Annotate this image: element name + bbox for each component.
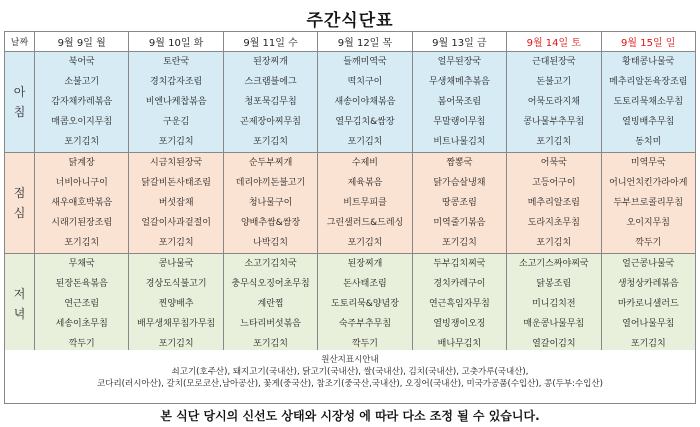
menu-cell xyxy=(35,254,129,355)
menu-item: 오이지무침 xyxy=(626,218,670,228)
menu-item: 두부김치찌국 xyxy=(433,259,486,269)
menu-item: 포기김치 xyxy=(64,238,100,248)
menu-cell xyxy=(507,254,601,355)
page-title: 주간식단표 xyxy=(306,11,394,31)
menu-item: 고등어구이 xyxy=(532,178,576,188)
menu-item: 매운콩나물무침 xyxy=(523,319,585,329)
menu-cell xyxy=(318,254,412,355)
meal-label xyxy=(5,153,35,254)
menu-item: 돈불고기 xyxy=(536,77,572,87)
menu-item: 시금치된장국 xyxy=(150,158,203,168)
menu-item: 포기김치 xyxy=(253,137,288,147)
notice-text: 본 식단 당시의 신선도 상태와 시장성 에 따라 다소 조정 될 수 있습니다. xyxy=(160,409,540,423)
menu-item: 된장찌개 xyxy=(253,57,288,67)
day-header: 9월 10일 화 xyxy=(129,32,223,52)
menu-item: 무생채메추볶음 xyxy=(428,77,490,87)
menu-cell xyxy=(318,52,412,153)
menu-item: 마카로니샐러드 xyxy=(617,299,679,309)
menu-item: 두부브로콜리무침 xyxy=(613,198,684,208)
meal-label xyxy=(5,52,35,153)
menu-item: 순두부찌개 xyxy=(248,158,293,168)
menu-item: 연근흑임자무침 xyxy=(428,299,490,309)
menu-item: 도라지초무침 xyxy=(527,218,580,228)
meal-label xyxy=(5,254,35,355)
menu-item: 어묵국 xyxy=(540,158,567,168)
menu-item: 수제비 xyxy=(351,158,379,168)
menu-item: 포기김치 xyxy=(347,137,383,147)
menu-item: 짬뽕국 xyxy=(446,158,473,168)
menu-item: 얼갈이사과겉절이 xyxy=(141,218,211,228)
menu-item: 곤제장아찌무침 xyxy=(240,117,301,127)
menu-item: 너비아니구이 xyxy=(55,178,108,188)
meal-label-char: 심 xyxy=(13,206,26,220)
menu-item: 미역줄기볶음 xyxy=(433,218,486,228)
menu-cell xyxy=(318,153,412,254)
menu-item: 봄어묵조림 xyxy=(437,97,482,107)
menu-item: 닭계장 xyxy=(68,158,95,168)
menu-item: 깍두기 xyxy=(635,238,662,248)
menu-item: 양배추쌈&쌈장 xyxy=(240,218,301,228)
corner-cell: 날짜 xyxy=(5,32,35,52)
meal-row-dinner xyxy=(5,254,696,355)
menu-item: 포기김치 xyxy=(442,238,477,248)
origin-heading: 원산지표시안내 xyxy=(321,355,379,365)
menu-item: 생청상카레볶음 xyxy=(617,279,679,289)
menu-item: 닭갈비돈사태조림 xyxy=(141,178,211,188)
menu-item: 소고기스짜야찌국 xyxy=(519,259,589,269)
meal-label-char: 점 xyxy=(13,185,26,200)
menu-item: 경치감자조림 xyxy=(150,77,203,87)
menu-item: 포기김치 xyxy=(347,238,383,248)
menu-cell xyxy=(129,153,223,254)
menu-cell xyxy=(601,153,695,254)
menu-item: 포기김치 xyxy=(158,339,194,349)
menu-item: 열빙쟁이오징 xyxy=(433,319,486,329)
menu-item: 구운김 xyxy=(163,117,190,127)
menu-cell xyxy=(223,254,317,355)
menu-item: 새송이야채볶음 xyxy=(334,97,396,107)
meal-label-char: 저 xyxy=(13,286,26,301)
menu-item: 계란찜 xyxy=(257,299,284,309)
menu-item: 콩나물국 xyxy=(158,259,194,269)
day-header: 9월 9일 월 xyxy=(35,32,129,52)
menu-item: 데리야끼돈불고기 xyxy=(235,178,306,188)
menu-item: 감자채카레볶음 xyxy=(51,97,113,107)
menu-item: 숙주부추무침 xyxy=(338,319,392,329)
meal-label-char: 침 xyxy=(13,105,26,119)
menu-item: 얼근콩나물국 xyxy=(622,259,675,269)
menu-item: 땅콩조림 xyxy=(442,198,477,208)
menu-item: 버섯잡채 xyxy=(158,198,194,208)
menu-item: 청포묵김무침 xyxy=(244,97,297,107)
menu-item: 찐양배추 xyxy=(158,299,194,309)
menu-item: 세송이초무침 xyxy=(55,319,108,329)
menu-item: 열어나물무침 xyxy=(622,319,675,329)
menu-item: 충무식오징어초무침 xyxy=(231,279,310,289)
menu-item: 근대된장국 xyxy=(532,57,576,67)
menu-item: 스크램블에그 xyxy=(244,77,297,87)
menu-item: 된장돈육볶음 xyxy=(55,279,108,289)
menu-item: 열빙배추무침 xyxy=(622,117,675,127)
menu-item: 소고기김치국 xyxy=(244,259,297,269)
menu-item: 황태콩나물국 xyxy=(622,57,675,67)
origin-line: 쇠고기(호주산), 돼지고기(국내산), 닭고기(국내산), 쌀(국내산), 김치(국내산), 고춧가루(국내산), xyxy=(171,367,529,377)
weekly-menu-table xyxy=(4,31,696,355)
menu-item: 비엔나케찹볶음 xyxy=(145,97,207,107)
menu-cell xyxy=(507,153,601,254)
menu-cell xyxy=(35,153,129,254)
menu-cell xyxy=(129,52,223,153)
menu-cell xyxy=(601,52,695,153)
menu-cell xyxy=(601,254,695,355)
menu-item: 도토리묵&양념장 xyxy=(331,299,399,309)
menu-item: 북어국 xyxy=(68,57,95,67)
day-header: 9월 11일 수 xyxy=(223,32,317,52)
menu-item: 연근조림 xyxy=(64,299,100,309)
menu-cell xyxy=(223,153,317,254)
meal-row-lunch xyxy=(5,153,696,254)
menu-item: 시래기된장조림 xyxy=(51,218,113,228)
menu-item: 열무김치&쌈장 xyxy=(335,117,395,127)
day-header: 9월 13일 금 xyxy=(412,32,506,52)
menu-item: 미니김치전 xyxy=(532,299,576,309)
menu-item: 미역무국 xyxy=(630,158,666,168)
menu-item: 돈사태조림 xyxy=(343,279,387,289)
day-header: 9월 12일 목 xyxy=(318,32,412,52)
menu-item: 비트무피클 xyxy=(343,198,387,208)
day-header-weekend: 9월 14일 토 xyxy=(507,32,601,52)
menu-cell xyxy=(223,52,317,153)
menu-item: 느타리버섯볶음 xyxy=(240,319,301,329)
menu-item: 소불고기 xyxy=(64,77,100,87)
menu-item: 포기김치 xyxy=(253,339,288,349)
menu-item: 깍두기 xyxy=(68,339,95,349)
menu-item: 얼무된장국 xyxy=(437,57,482,67)
menu-item: 무채국 xyxy=(68,259,95,269)
menu-cell xyxy=(507,52,601,153)
menu-item: 닭봉조림 xyxy=(536,279,572,289)
menu-item: 매콤오이지무침 xyxy=(51,117,113,127)
menu-cell xyxy=(412,254,506,355)
menu-item: 새우애호박볶음 xyxy=(51,198,113,208)
menu-item: 열갈이김치 xyxy=(532,339,576,349)
menu-item: 무말랭이무침 xyxy=(433,117,486,127)
menu-item: 그린샐러드&드레싱 xyxy=(326,218,404,228)
menu-item: 닭가슴살냉채 xyxy=(433,178,486,188)
menu-item: 제육볶음 xyxy=(347,178,383,188)
date-header-row xyxy=(5,32,696,52)
menu-item: 어묵도라지채 xyxy=(527,97,580,107)
menu-item: 포기김치 xyxy=(536,137,572,147)
menu-item: 배나무김치 xyxy=(437,339,482,349)
meal-label-char: 아 xyxy=(13,84,26,99)
menu-item: 메추리알조림 xyxy=(527,198,580,208)
menu-item: 도토리묵채소무침 xyxy=(613,97,684,107)
menu-item: 깍두기 xyxy=(351,339,379,349)
origin-info xyxy=(4,350,696,404)
menu-item: 포기김치 xyxy=(158,238,194,248)
menu-item: 포기김치 xyxy=(64,137,100,147)
meal-row-breakfast xyxy=(5,52,696,153)
menu-item: 떡치구이 xyxy=(347,77,383,87)
menu-cell xyxy=(35,52,129,153)
menu-item: 어니언치킨가라아게 xyxy=(609,178,688,188)
menu-item: 콩나물부추무침 xyxy=(523,117,585,127)
meal-label-char: 녁 xyxy=(13,307,26,321)
day-header-weekend: 9월 15일 일 xyxy=(601,32,695,52)
menu-item: 토란국 xyxy=(163,57,190,67)
menu-item: 포기김치 xyxy=(536,238,572,248)
menu-item: 경상도식불고기 xyxy=(145,279,207,289)
menu-cell xyxy=(129,254,223,355)
menu-item: 비트나물김치 xyxy=(433,137,486,147)
menu-cell xyxy=(412,52,506,153)
menu-item: 동치미 xyxy=(635,137,662,147)
menu-item: 메추리알돈육장조림 xyxy=(609,77,688,87)
menu-item: 들깨미역국 xyxy=(343,57,387,67)
menu-item: 청나물구이 xyxy=(248,198,293,208)
menu-item: 나박김치 xyxy=(253,238,288,248)
menu-item: 포기김치 xyxy=(158,137,194,147)
menu-item: 배무생채무침가무침 xyxy=(137,319,216,329)
menu-item: 포기김치 xyxy=(630,339,666,349)
menu-item: 경치카레구이 xyxy=(433,279,486,289)
menu-cell xyxy=(412,153,506,254)
menu-item: 된장찌개 xyxy=(347,259,383,269)
origin-line: 코다리(러시아산), 갈치(모로코산,남아공산), 꽃게(중국산), 참조기(중국산,국내산), 오징어(국내산), 미국가공품(수입산), 콩(두부:수입산) xyxy=(97,379,603,389)
